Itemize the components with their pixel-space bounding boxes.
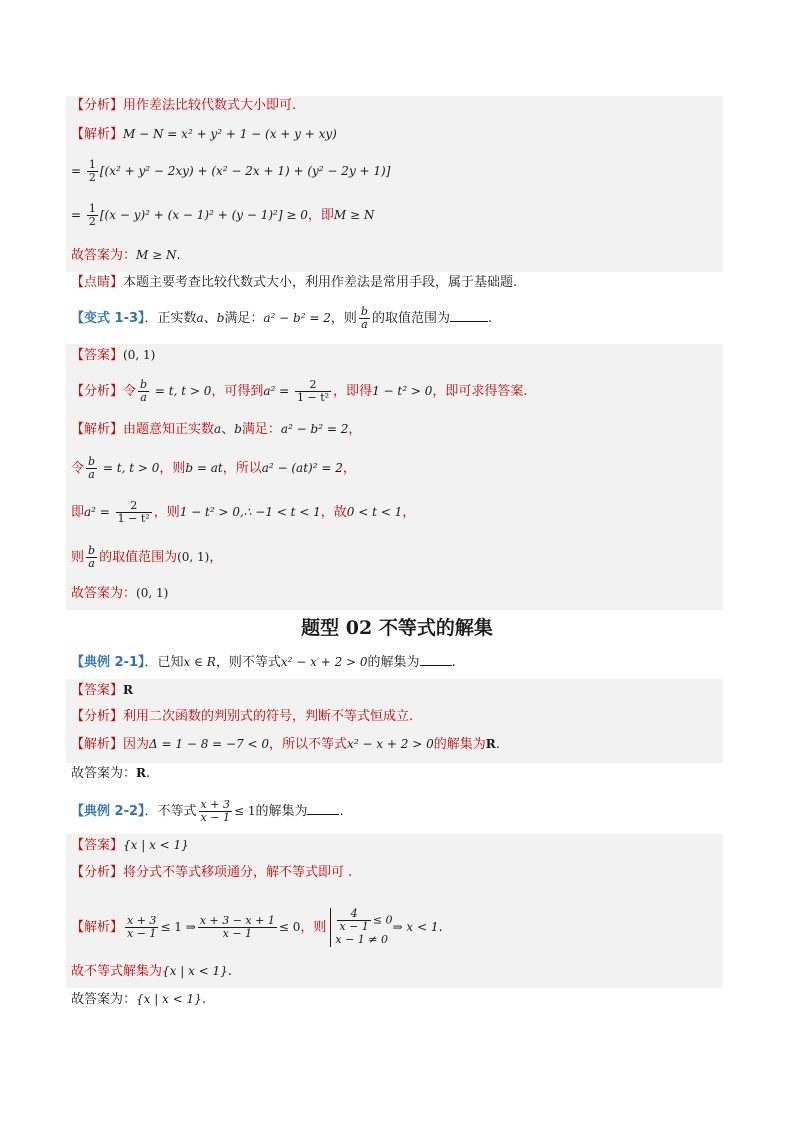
answer-blank — [450, 309, 488, 322]
solution-line-4: 【解析】由题意知正实数a、b满足：a² − b² = 2， — [71, 422, 362, 437]
variant-tag: 【变式 1-3】 — [71, 311, 145, 326]
solution-expr-3: [(x − y)² + (x − 1)² + (y − 1)²] ≥ 0 — [99, 208, 308, 222]
solution-line-6: 即a² = $\frac{2}{\text{1 − t²}}$ ，则1 − t² > 0,∴ −1 < t < 1，故0 < t < 1， — [71, 499, 416, 525]
solution-conclusion-math: M ≥ N — [333, 208, 375, 222]
answer-label: 【答案】 — [71, 838, 124, 853]
solution-line-1 — [71, 125, 337, 144]
answer-label: 【答案】 — [71, 348, 124, 363]
example-2-2-question: 【典例 2-2】．不等式 $\frac{x + 3}{x - 1}$ ≤ 1的解集为 . — [71, 798, 344, 824]
solution-conclusion-text: ，即 — [307, 208, 334, 223]
equals-sign: = — [71, 208, 85, 222]
answer-line-3: 【答案】R — [71, 683, 133, 698]
analysis-text: 用作差法比较代数式大小即可. — [123, 98, 297, 113]
final-answer-prefix: 故答案为： — [71, 248, 137, 263]
analysis-line-4: 【分析】将分式不等式移项通分，解不等式即可 . — [71, 865, 353, 880]
analysis-label: 【分析】 — [71, 384, 124, 399]
analysis-label: 【分析】 — [71, 865, 124, 880]
b-over-a-fraction: $\frac{b}{a}$ — [360, 305, 368, 331]
answer-blank — [420, 653, 452, 666]
solution-line-10: 故不等式解集为{x | x < 1}. — [71, 964, 232, 979]
solution-line-9: 【解析】 $\frac{x + 3}{x - 1}$ ≤ 1 ⇒ $\frac{x + 3 - x + 1}{x - 1}$ ≤ 0，则 $\frac{4}{x - 1}$ ≤ 0 x − 1 ≠ 0 ⇒ x < 1. — [71, 907, 443, 946]
solution-expr-2: [(x² + y² − 2xy) + (x² − 2x + 1) + (y² − 2y + 1)] — [99, 164, 391, 178]
comment-line — [71, 274, 517, 292]
answer-blank — [307, 802, 339, 815]
comment-label: 【点睛】 — [71, 275, 124, 290]
half-fraction: $\frac{1}{2}$ — [88, 202, 96, 228]
variant-1-3-question: 【变式 1-3】．正实数a、b满足：a² − b² = 2，则 $\frac{b}{a}$ 的取值范围为 . — [71, 305, 493, 331]
solution-line-3 — [71, 203, 374, 228]
solution-line-8: 【解析】因为Δ = 1 − 8 = −7 < 0，所以不等式x² − x + 2 > 0的解集为R. — [71, 737, 500, 752]
final-answer-line-2: 故答案为：(0, 1) — [71, 586, 169, 601]
equals-sign: = — [71, 164, 85, 178]
final-answer-line-4: 故答案为：{x | x < 1}. — [71, 992, 206, 1007]
section-title: 题型 02 不等式的解集 — [301, 617, 493, 639]
example-tag: 【典例 2-2】 — [71, 804, 145, 819]
final-answer-math: M ≥ N — [136, 248, 177, 262]
solution-label: 【解析】 — [71, 127, 124, 142]
analysis-line-3: 【分析】利用二次函数的判别式的符号，判断不等式恒成立. — [71, 709, 414, 724]
answer-label: 【答案】 — [71, 683, 124, 698]
example-2-1-question: 【典例 2-1】．已知x ∈ R，则不等式x² − x + 2 > 0的解集为 . — [71, 655, 456, 670]
answer-line-2 — [71, 346, 155, 365]
comment-text: 本题主要考查比较代数式大小，利用作差法是常用手段，属于基础题. — [123, 275, 518, 290]
analysis-label: 【分析】 — [71, 98, 124, 113]
final-answer-line-1: 故答案为：M ≥ N. — [71, 248, 181, 263]
solution-line-7: 则 $\frac{b}{a}$ 的取值范围为(0, 1)， — [71, 544, 223, 570]
solution-label: 【解析】 — [71, 920, 124, 935]
example-tag: 【典例 2-1】 — [71, 655, 145, 670]
analysis-line-1 — [71, 97, 296, 115]
solution-line-2 — [71, 159, 390, 184]
analysis-label: 【分析】 — [71, 709, 124, 724]
analysis-line-2: 【分析】令 $\frac{b}{a}$ = t, t > 0，可得到a² = $\frac{2}{\text{1 − t²}}$ ，即得1 − t² > 0，即可求得答案. — [71, 378, 528, 404]
final-answer-line-3: 故答案为：R. — [71, 766, 151, 781]
answer-value: (0, 1) — [123, 348, 156, 362]
half-fraction: $\frac{1}{2}$ — [88, 158, 96, 184]
answer-line-4: 【答案】{x | x < 1} — [71, 838, 189, 853]
solution-expr-1: M − N = x² + y² + 1 − (x + y + xy) — [123, 127, 337, 141]
solution-label: 【解析】 — [71, 737, 124, 752]
solution-label: 【解析】 — [71, 422, 124, 437]
inequality-system: $\frac{4}{x - 1}$ ≤ 0 x − 1 ≠ 0 — [330, 908, 392, 947]
solution-line-5: 令 $\frac{b}{a}$ = t, t > 0，则b = at，所以a² − (at)² = 2， — [71, 455, 356, 481]
